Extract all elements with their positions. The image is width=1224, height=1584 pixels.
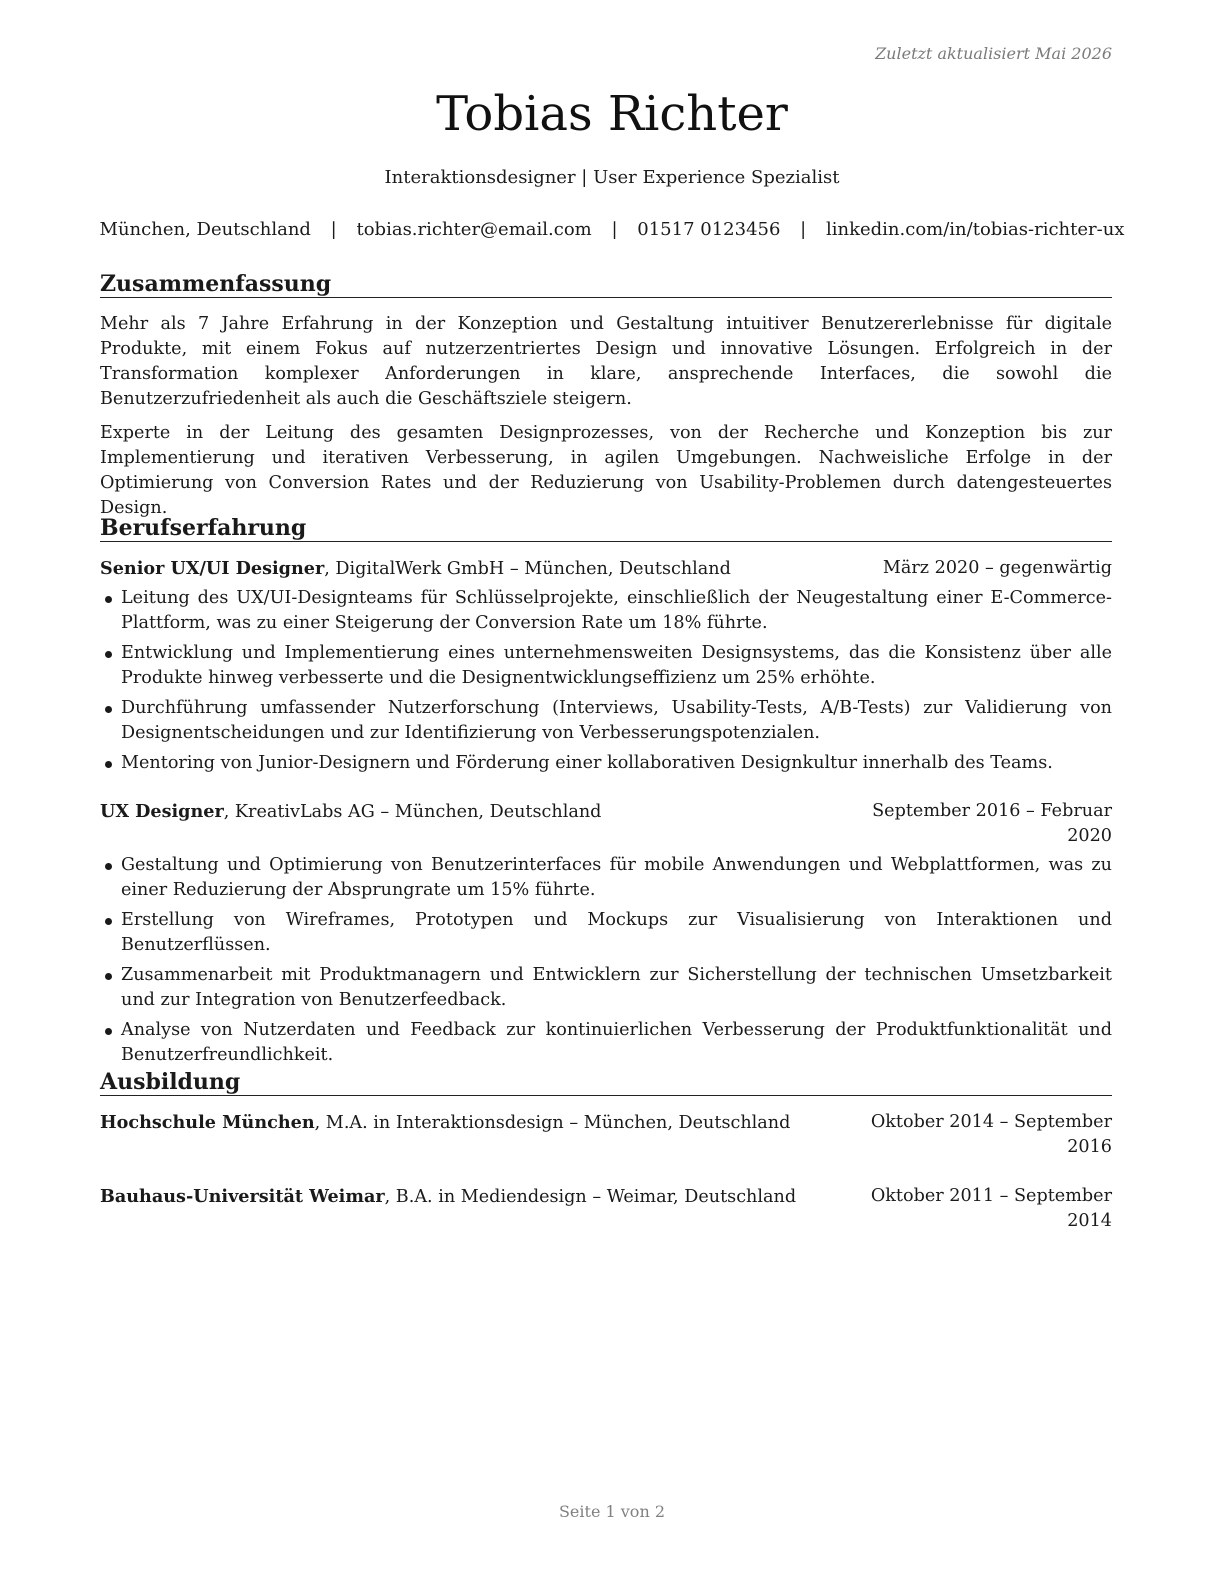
section-title-education: Ausbildung: [100, 1069, 1112, 1096]
contact-separator: |: [800, 219, 807, 240]
list-item: Analyse von Nutzerdaten und Feedback zur kontinuierlichen Verbesserung der Produktfunktionalität und Benutzerfreundlichkeit.: [100, 1018, 1112, 1068]
list-item: Entwicklung und Implementierung eines unternehmensweiten Designsystems, das die Konsistenz über alle Produkte hinweg verbesserte und die Designentwicklungseffizienz um 25% erhöhte.: [100, 641, 1112, 691]
job-header: [100, 556, 1112, 582]
list-item: Leitung des UX/UI-Designteams für Schlüsselprojekte, einschließlich der Neugestaltung einer E-Commerce-Plattform, was zu einer Steigerung der Conversion Rate um 18% führte.: [100, 586, 1112, 636]
page-number: Seite 1 von 2: [558, 1502, 666, 1521]
job-role: Senior UX/UI Designer: [100, 558, 325, 579]
resume-subtitle: Interaktionsdesigner | User Experience Spezialist: [384, 167, 840, 188]
job-header: [100, 799, 1112, 849]
job-dates: [872, 799, 1112, 849]
contact-location: München, Deutschland: [99, 219, 311, 240]
job-details: , DigitalWerk GmbH – München, Deutschland: [324, 559, 731, 579]
experience-section: [100, 515, 1112, 1073]
education-details: , M.A. in Interaktionsdesign – München, Deutschland: [314, 1113, 791, 1133]
job-dates-line: März 2020 – gegenwärtig: [882, 558, 1112, 578]
list-item: Zusammenarbeit mit Produktmanagern und Entwicklern zur Sicherstellung der technischen Umsetzbarkeit und zur Integration von Benutzerfeedback.: [100, 963, 1112, 1013]
resume-name: Tobias Richter: [436, 86, 788, 142]
list-item: Mentoring von Junior-Designern und Förderung einer kollaborativen Designkultur innerhalb des Teams.: [100, 751, 1112, 776]
job-bullets: [100, 586, 1112, 776]
contact-separator: |: [611, 219, 618, 240]
education-entry: [100, 1184, 1112, 1234]
contact-linkedin[interactable]: linkedin.com/in/tobias-richter-ux: [825, 219, 1125, 240]
education-section: [100, 1069, 1112, 1234]
summary-paragraph: Mehr als 7 Jahre Erfahrung in der Konzeption und Gestaltung intuitiver Benutzererlebnisse für digitale Produkte, mit einem Fokus auf nutzerzentriertes Design und innovative Lösungen. Erfolgreich in der Transformation komplexer Anforderungen in klare, ansprechende Interfaces, die sowohl die Benutzerzufriedenheit als auch die Geschäftsziele steigern.: [100, 314, 1112, 409]
education-school: Bauhaus-Universität Weimar: [100, 1186, 385, 1207]
education-details: , B.A. in Mediendesign – Weimar, Deutschland: [384, 1187, 797, 1207]
list-item: Durchführung umfassender Nutzerforschung (Interviews, Usability-Tests, A/B-Tests) zur Validierung von Designentscheidungen und zur Identifizierung von Verbesserungspotenzialen.: [100, 696, 1112, 746]
summary-paragraph: Experte in der Leitung des gesamten Designprozesses, von der Recherche und Konzeption bis zur Implementierung und iterativen Verbesserung, in agilen Umgebungen. Nachweisliche Erfolge in der Optimierung von Conversion Rates und der Reduzierung von Usability-Problemen durch datengesteuertes Design.: [100, 423, 1112, 518]
job-title-line: [100, 556, 731, 582]
contact-separator: |: [330, 219, 337, 240]
job-entry: [100, 799, 1112, 1068]
summary-section: [100, 271, 1112, 521]
education-dates: [871, 1110, 1112, 1160]
education-dates: [871, 1184, 1112, 1234]
last-updated-note: Zuletzt aktualisiert Mai 2026: [875, 44, 1112, 63]
job-bullets: [100, 853, 1112, 1068]
section-title-summary: Zusammenfassung: [100, 271, 1112, 298]
education-dates-line: 2016: [1067, 1137, 1112, 1157]
education-dates-line: Oktober 2014 – September: [870, 1112, 1112, 1132]
section-title-experience: Berufserfahrung: [100, 515, 1112, 542]
education-dates-line: 2014: [1067, 1211, 1112, 1231]
education-title-line: [100, 1184, 796, 1234]
job-entry: [100, 556, 1112, 776]
education-school: Hochschule München: [100, 1112, 315, 1133]
job-title-line: [100, 799, 601, 849]
job-role: UX Designer: [100, 801, 224, 822]
job-details: , KreativLabs AG – München, Deutschland: [223, 802, 602, 822]
job-dates-line: September 2016 – Februar: [872, 801, 1112, 821]
list-item: Erstellung von Wireframes, Prototypen und Mockups zur Visualisierung von Interaktionen und Benutzerflüssen.: [100, 908, 1112, 958]
education-entry: [100, 1110, 1112, 1160]
contact-email[interactable]: tobias.richter@email.com: [356, 219, 592, 240]
job-dates: [883, 556, 1112, 582]
education-title-line: [100, 1110, 790, 1160]
contact-phone: 01517 0123456: [637, 219, 781, 240]
job-dates-line: 2020: [1067, 826, 1112, 846]
list-item: Gestaltung und Optimierung von Benutzerinterfaces für mobile Anwendungen und Webplattformen, was zu einer Reduzierung der Absprungrate um 15% führte.: [100, 853, 1112, 903]
education-dates-line: Oktober 2011 – September: [870, 1186, 1112, 1206]
contact-line: [0, 219, 1224, 240]
